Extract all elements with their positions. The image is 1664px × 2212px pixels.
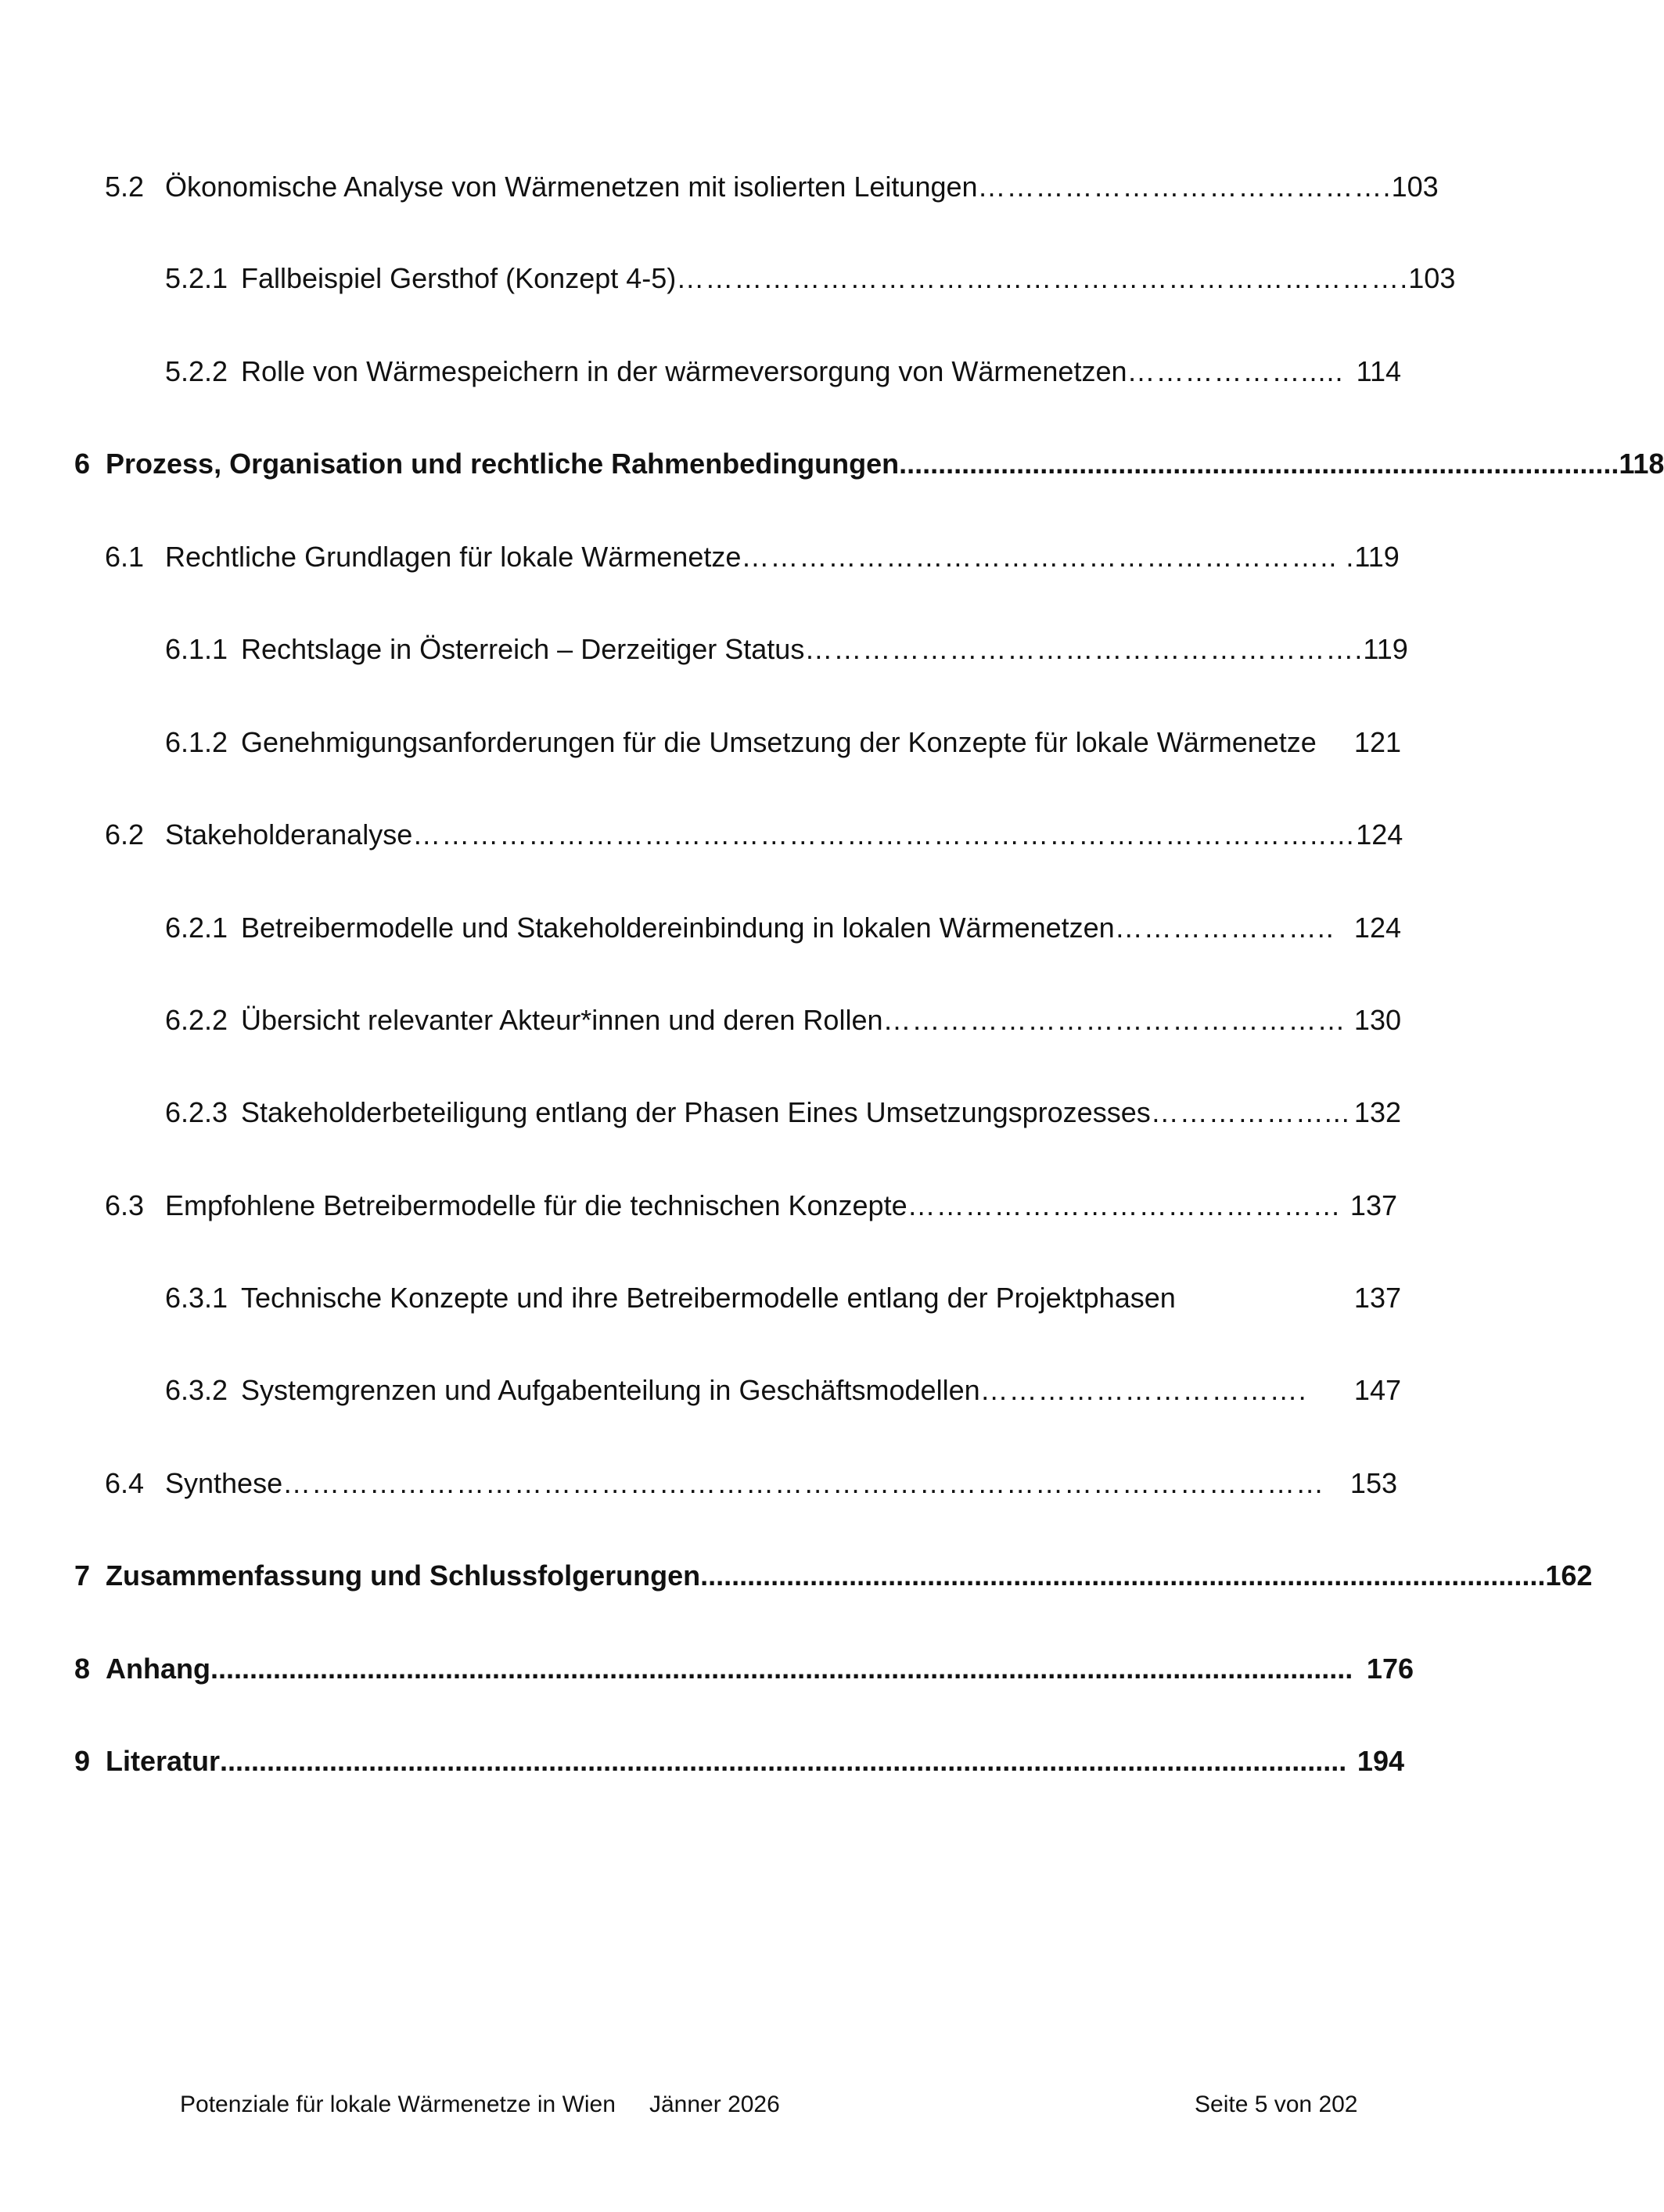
toc-entry-title: Betreibermodelle und Stakeholdereinbindung in lokalen Wärmenetzen (241, 912, 1115, 944)
toc-page-number: 137 (1350, 1189, 1397, 1221)
toc-entry-title: Empfohlene Betreibermodelle für die technischen Konzepte (165, 1189, 907, 1221)
toc-entry-number: 5.2.1 (165, 262, 228, 294)
toc-entry-6-3-1[interactable] (165, 1280, 1401, 1316)
toc-entry-title: Rolle von Wärmespeichern in der wärmeversorgung von Wärmenetzen (241, 355, 1127, 387)
toc-entry-title: Literatur (106, 1745, 221, 1777)
toc-page-number: 130 (1353, 1004, 1401, 1036)
toc-entry-number: 8 (74, 1653, 91, 1685)
toc-entry-6-1-1[interactable] (165, 631, 1408, 667)
toc-dot-leader: ............................................................................................ (899, 448, 1619, 480)
toc-entry-number: 6.2.3 (165, 1096, 228, 1128)
toc-page-number: 137 (1353, 1282, 1401, 1314)
toc-dot-leader: ……………………………………………………………………………………………… (282, 1467, 1325, 1499)
toc-entry-title: Fallbeispiel Gersthof (Konzept 4-5) (241, 262, 677, 294)
toc-entry-title: Rechtliche Grundlagen für lokale Wärmenetze (165, 541, 742, 573)
toc-page-number: 162 (1545, 1559, 1593, 1592)
toc-dot-leader: ……………………………. (979, 1374, 1307, 1406)
toc-entry-number: 5.2.2 (165, 355, 228, 387)
toc-entry-title: Stakeholderanalyse (165, 818, 413, 851)
toc-entry-7[interactable] (74, 1558, 1593, 1594)
toc-page-number: 194 (1357, 1745, 1404, 1777)
toc-entry-6-2[interactable] (105, 817, 1403, 853)
toc-dot-leader: ………………..... (1127, 355, 1344, 387)
toc-entry-6-1-2[interactable] (165, 725, 1401, 761)
toc-entry-6[interactable] (74, 446, 1664, 482)
toc-entry-title: Anhang (106, 1653, 210, 1685)
toc-entry-number: 6.3.1 (165, 1282, 228, 1314)
toc-dot-leader: …………………………………………………………………………………..… (412, 818, 1357, 851)
toc-entry-number: 6.1.2 (165, 726, 228, 758)
toc-dot-leader: …………………………………………………………………. (676, 262, 1409, 294)
toc-entry-title: Stakeholderbeteiligung entlang der Phasen Eines Umsetzungsprozesses (241, 1096, 1151, 1128)
toc-dot-leader: ............................................................................................................ (700, 1559, 1546, 1592)
toc-entry-title: Übersicht relevanter Akteur*innen und deren Rollen (241, 1004, 883, 1036)
toc-page-number: 119 (1354, 541, 1400, 573)
toc-page-number: 176 (1366, 1653, 1414, 1685)
toc-page-number: 124 (1356, 818, 1403, 851)
toc-entry-number: 6.3.2 (165, 1374, 228, 1406)
toc-entry-title: Synthese (165, 1467, 283, 1499)
toc-page-number: 103 (1408, 262, 1456, 294)
toc-page-number: 153 (1350, 1467, 1397, 1499)
toc-entry-title: Prozess, Organisation und rechtliche Rahmenbedingungen (106, 448, 900, 480)
footer-page-number: Seite 5 von 202 (1195, 2092, 1358, 2117)
toc-dot-leader: ……………………………………. (977, 171, 1392, 203)
toc-entry-5-2-1[interactable] (165, 261, 1456, 297)
toc-dot-leader: ……………………………………… (907, 1189, 1342, 1221)
toc-dot-leader: …………………………………………………. (804, 633, 1364, 665)
footer-document-title: Potenziale für lokale Wärmenetze in Wien (180, 2092, 616, 2117)
footer-date: Jänner 2026 (649, 2092, 780, 2117)
toc-entry-title: Ökonomische Analyse von Wärmenetzen mit isolierten Leitungen (165, 171, 978, 203)
toc-page-number: 124 (1353, 912, 1401, 944)
toc-page-number: 118 (1619, 448, 1664, 480)
toc-entry-title: Technische Konzepte und ihre Betreibermodelle entlang der Projektphasen (241, 1282, 1176, 1314)
toc-entry-number: 6.1 (105, 541, 145, 573)
toc-entry-title: Rechtslage in Österreich – Derzeitiger Status (241, 633, 805, 665)
toc-page-number: 103 (1391, 171, 1439, 203)
toc-entry-number: 6.4 (105, 1467, 145, 1499)
toc-entry-number: 5.2 (105, 171, 145, 203)
toc-entry-8[interactable] (74, 1651, 1414, 1687)
page-footer (0, 2089, 1565, 2120)
toc-entry-6-2-2[interactable] (165, 1002, 1401, 1038)
toc-entry-6-3[interactable] (105, 1188, 1397, 1224)
toc-dot-leader: ................................................................................................................................................ (220, 1745, 1347, 1777)
toc-entry-number: 6.2.1 (165, 912, 228, 944)
toc-entry-5-2-2[interactable] (165, 354, 1401, 390)
toc-page-number: 114 (1356, 355, 1401, 387)
toc-page-number: 132 (1353, 1096, 1401, 1128)
toc-dot-leader: ………………………………………… (882, 1004, 1346, 1036)
toc-entry-6-3-2[interactable] (165, 1372, 1401, 1408)
toc-dot-leader: ………………….. (1114, 912, 1335, 944)
toc-entry-number: 9 (74, 1745, 91, 1777)
toc-dot-leader: ………………... (1150, 1096, 1350, 1128)
toc-dot-leader: .................................................................................................................................................. (210, 1653, 1353, 1685)
toc-entry-number: 6.3 (105, 1189, 145, 1221)
toc-entry-number: 7 (74, 1559, 91, 1592)
toc-entry-6-2-3[interactable] (165, 1095, 1401, 1131)
toc-entry-number: 6 (74, 448, 91, 480)
toc-entry-number: 6.2.2 (165, 1004, 228, 1036)
toc-dot-leader: …………………………………………………….. . (741, 541, 1355, 573)
toc-entry-title: Zusammenfassung und Schlussfolgerungen (106, 1559, 701, 1592)
toc-entry-5-2[interactable] (105, 169, 1439, 205)
toc-entry-9[interactable] (74, 1743, 1404, 1779)
toc-entry-6-1[interactable] (105, 539, 1400, 575)
toc-entry-title: Genehmigungsanforderungen für die Umsetzung der Konzepte für lokale Wärmenetze (241, 726, 1317, 758)
toc-page-number: 147 (1353, 1374, 1401, 1406)
toc-entry-6-2-1[interactable] (165, 910, 1401, 946)
toc-entry-number: 6.1.1 (165, 633, 228, 665)
toc-page-number: 119 (1363, 633, 1408, 665)
toc-entry-6-4[interactable] (105, 1466, 1397, 1502)
toc-entry-title: Systemgrenzen und Aufgabenteilung in Geschäftsmodellen (241, 1374, 980, 1406)
toc-page-number: 121 (1353, 726, 1401, 758)
toc-entry-number: 6.2 (105, 818, 145, 851)
